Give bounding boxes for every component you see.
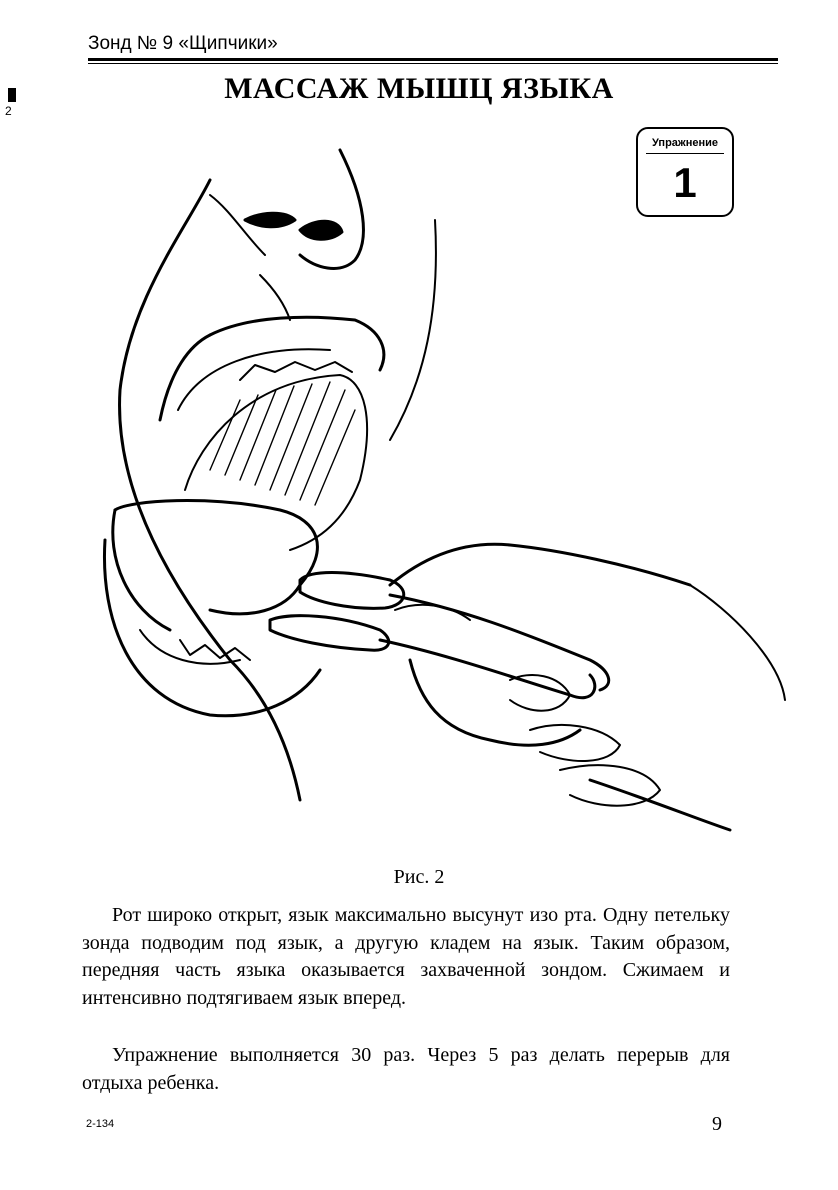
header-rule-thin	[88, 63, 778, 64]
running-head: Зонд № 9 «Щипчики»	[88, 33, 278, 54]
header-rule-thick	[88, 58, 778, 61]
illustration-mouth-massage	[90, 140, 790, 860]
figure-caption: Рис. 2	[393, 866, 445, 888]
margin-number: 2	[5, 104, 12, 118]
exercise-badge-number: 1	[673, 159, 697, 206]
exercise-badge-label: Упражнение	[652, 137, 718, 149]
page-number: 9	[712, 1113, 722, 1135]
page-title: МАССАЖ МЫШЦ ЯЗЫКА	[224, 72, 614, 105]
body-paragraph-2: Упражнение выполняется 30 раз. Через 5 раз делать перерыв для отдыха ребенка.	[82, 1044, 730, 1094]
body-paragraph-1: Рот широко открыт, язык максимально высунут изо рта. Одну петельку зонда подводим под язык, а другую кладем на язык. Таким образом, передняя часть языка оказывается захваченной зондом. Сжимаем и интенсивно подтягиваем язык вперед.	[82, 904, 730, 1009]
footer-code: 2-134	[86, 1118, 115, 1130]
